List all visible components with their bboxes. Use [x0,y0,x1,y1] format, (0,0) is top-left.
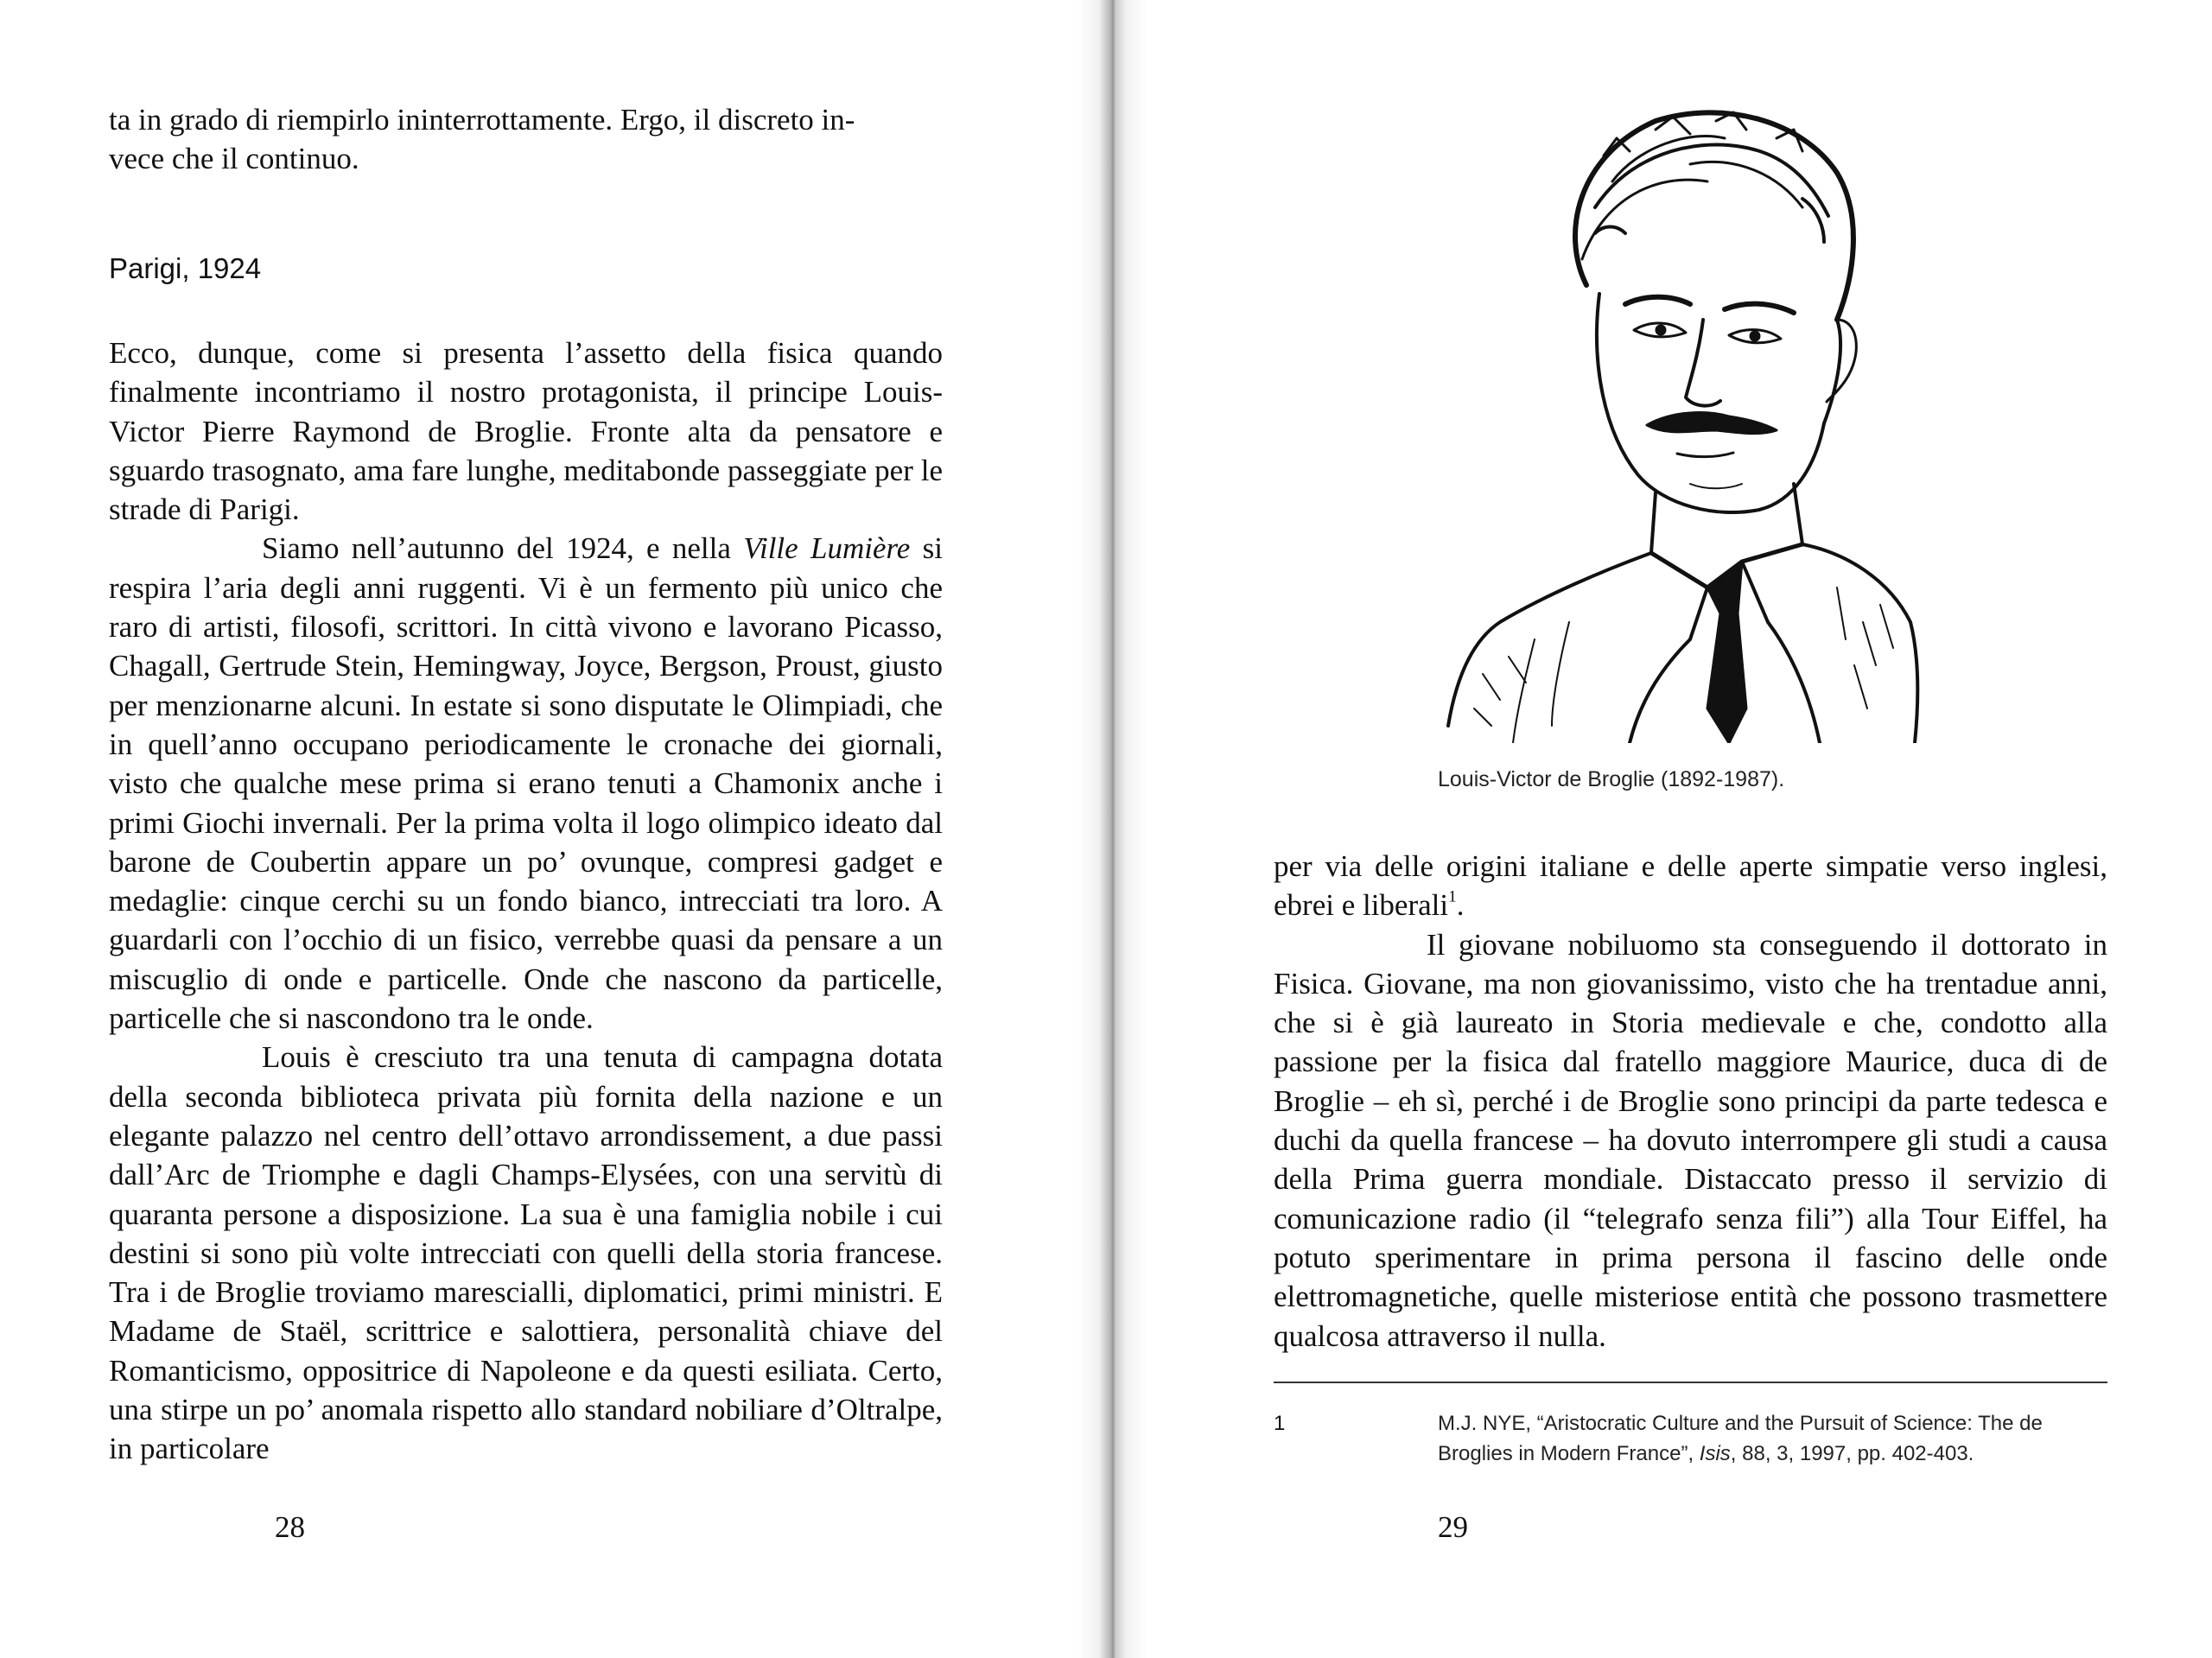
left-body-text [109,334,943,1469]
page-number: 28 [275,1510,305,1544]
italic-phrase: Ville Lumière [743,531,911,566]
page-number: 29 [1438,1510,1468,1544]
paragraph [109,529,943,1038]
paragraph: Louis è cresciuto tra una tenuta di campagna dotata della seconda biblioteca privata più fornita della nazione e un elegante palazzo nel centro dell’ottavo arrondissement, a due passi dall’Arc de Triomphe e dagli Champs-Elysées, con una servitù di quaranta persone a disposizione. La sua è una famiglia nobile i cui destini si sono più volte intrecciati con quelli della storia francese. Tra i de Broglie troviamo marescialli, diplomatici, primi ministri. E Madame de Staël, scrittrice e salottiera, personalità chiave del Romanticismo, oppositrice di Napoleone e da questi esiliata. Certo, una stirpe un po’ anomala rispetto allo standard nobiliare d’Oltralpe, in particolare [109,1040,943,1466]
paragraph: Ecco, dunque, come si presenta l’assetto della fisica quando finalmente incontriamo il nostro protagonista, il principe Louis-Victor Pierre Raymond de Broglie. Fronte alta da pensatore e sguardo trasognato, ama fare lunghe, meditabonde passeggiate per le strade di Parigi. [109,336,943,527]
right-body-text [1274,847,2107,1356]
figure-caption: Louis-Victor de Broglie (1892-1987). [1438,767,1785,791]
continuation-line: vece che il continuo. [109,142,359,176]
portrait-illustration [1431,104,1932,743]
paragraph-text: si respira l’aria degli anni ruggenti. Vi è un fermento più unico che raro di artisti, filosofi, scrittori. In città vivono e lavorano Picasso, Chagall, Gertrude Stein, Hemingway, Joyce, Bergson, Proust, giusto per menzionarne alcuni. In estate si sono disputate le Olimpiadi, che in quell’anno occupano periodicamente le cronache dei giornali, visto che qualche mese prima si erano tenuti a Chamonix anche i primi Giochi invernali. Per la prima volta il logo olimpico ideato dal barone de Coubertin appare un po’ ovunque, compresi gadget e medaglie: cinque cerchi su un fondo bianco, intrecciati tra loro. A guardarli con l’occhio di un fisico, verrebbe quasi da pensare a un miscuglio di onde e particelle. Onde che nascono da particelle, particelle che si nascondono tra le onde. [109,531,943,1036]
footnote-journal-title: Isis [1699,1442,1731,1465]
paragraph: Il giovane nobiluomo sta conseguendo il dottorato in Fisica. Giovane, ma non giovanissimo, visto che ha trentadue anni, che si è già laureato in Storia medievale e che, condotto alla passione per la fisica dal fratello maggiore Maurice, duca di de Broglie – eh sì, perché i de Broglie sono principi da parte tedesca e duchi da quella francese – ha dovuto interrompere gli studi a causa della Prima guerra mondiale. Distaccato presso il servizio di comunicazione radio (il “telegrafo senza fili”) alla Tour Eiffel, ha potuto sperimentare in prima persona il fascino delle onde elettromagnetiche, quelle misteriose entità che possono trasmettere qualcosa attraverso il nulla. [1274,927,2107,1353]
section-heading: Parigi, 1924 [109,252,262,284]
footnote-number: 1 [1274,1412,1286,1435]
continuation-text [109,100,943,179]
footnote-text-part: , 88, 3, 1997, pp. 402-403. [1730,1442,1974,1465]
continuation-line: ta in grado di riempirlo ininterrottamente. Ergo, il discreto in- [109,103,855,137]
paragraph-text: Siamo nell’autunno del 1924, e nella [262,531,744,566]
book-gutter-shadow [1078,0,1147,1658]
footnote-reference[interactable]: 1 [1448,887,1457,906]
paragraph-text: per via delle origini italiane e delle aperte simpatie verso inglesi, ebrei e liberali [1274,849,2107,923]
paragraph [1274,847,2107,925]
paragraph-text: . [1456,888,1465,923]
footnote-text-part: M.J. NYE, “Aristocratic Culture and the Pursuit of Science: The de Broglies in Modern France”, [1438,1412,2043,1465]
footnote-divider [1274,1382,2107,1383]
footnote-text [1438,1408,2112,1469]
